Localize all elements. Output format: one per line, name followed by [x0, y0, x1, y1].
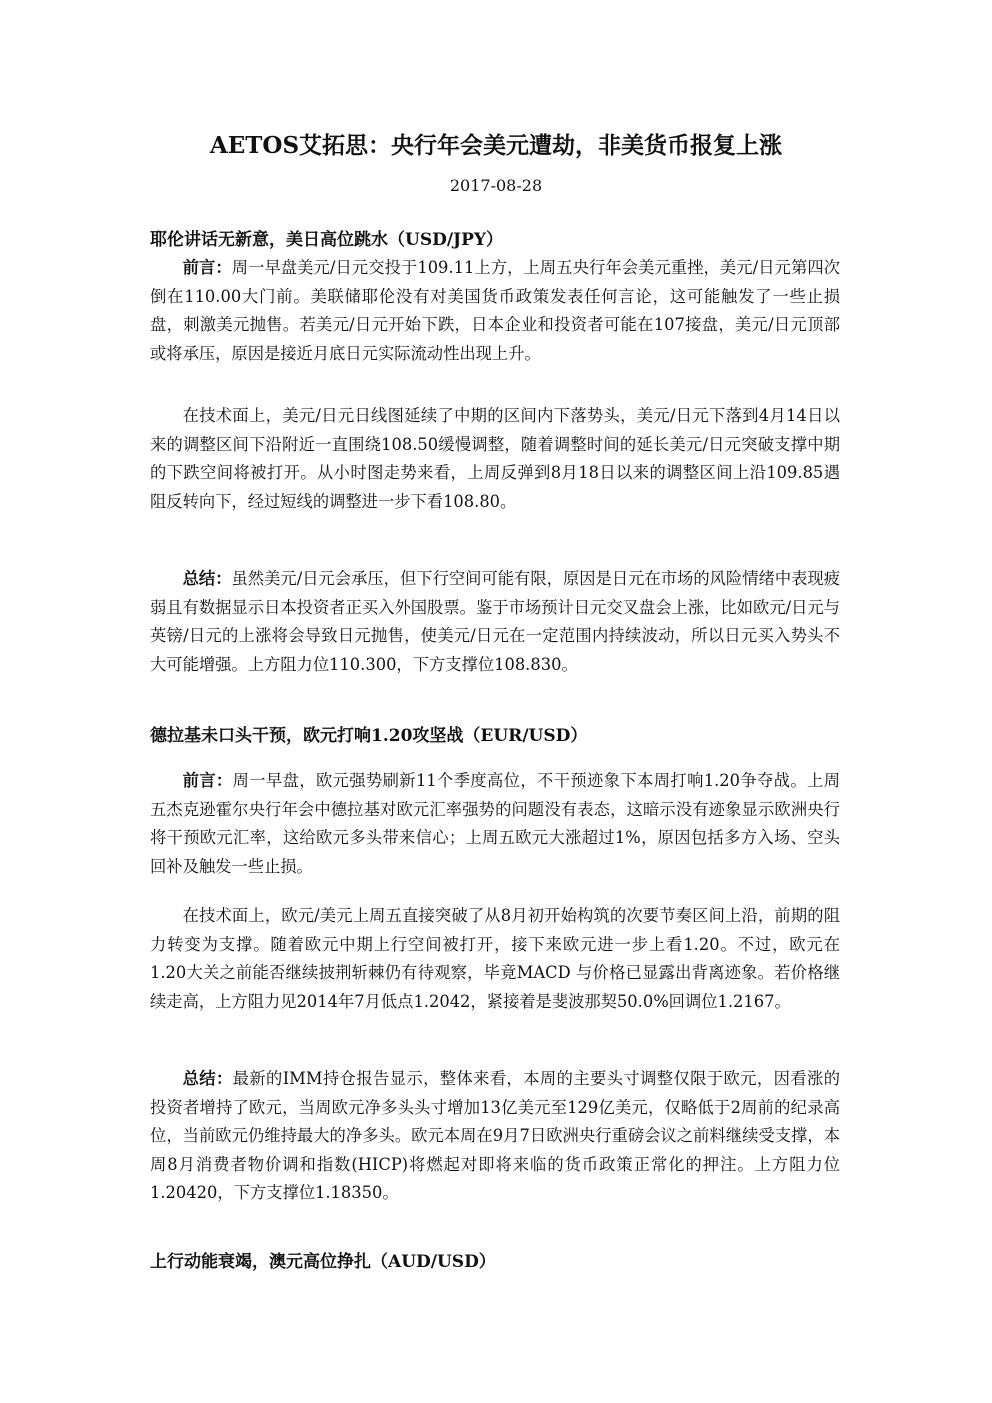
- section-heading-eurusd: 德拉基未口头干预，欧元打响1.20攻坚战（EUR/USD）: [150, 726, 588, 746]
- paragraph-usdjpy-technical: [150, 402, 840, 516]
- paragraph-eurusd-intro: [150, 767, 840, 881]
- paragraph-eurusd-summary: [150, 1065, 840, 1208]
- document-date: 2017-08-28: [449, 176, 543, 195]
- paragraph-text: 周一早盘美元/日元交投于109.11上方，上周五央行年会美元重挫，美元/日元第四次倒在110.00大门前。美联储耶伦没有对美国货币政策发表任何言论，这可能触发了一些止损盘，刺激美元抛售。若美元/日元开始下跌，日本企业和投资者可能在107接盘，美元/日元顶部或将承压，原因是接近月底日元实际流动性出现上升。: [150, 258, 840, 363]
- paragraph-text: 虽然美元/日元会承压，但下行空间可能有限，原因是日元在市场的风险情绪中表现疲弱且有数据显示日本投资者正买入外国股票。鉴于市场预计日元交叉盘会上涨，比如欧元/日元与英镑/日元的上涨将会导致日元抛售，使美元/日元在一定范围内持续波动，所以日元买入势头不大可能增强。上方阻力位110.300，下方支撑位108.830。: [150, 569, 840, 674]
- paragraph-lead-label: 前言：: [182, 258, 232, 277]
- section-heading-audusd: 上行动能衰竭，澳元高位挣扎（AUD/USD）: [150, 1252, 496, 1272]
- paragraph-lead-label: 总结：: [182, 1069, 233, 1088]
- paragraph-usdjpy-summary: [150, 565, 840, 679]
- paragraph-text: 周一早盘，欧元强势刷新11个季度高位，不干预迹象下本周打响1.20争夺战。上周五杰克逊霍尔央行年会中德拉基对欧元汇率强势的问题没有表态，这暗示没有迹象显示欧洲央行将干预欧元汇率，这给欧元多头带来信心；上周五欧元大涨超过1%，原因包括多方入场、空头回补及触发一些止损。: [150, 771, 840, 876]
- paragraph-lead-label: 前言：: [182, 771, 233, 790]
- paragraph-text: 在技术面上，欧元/美元上周五直接突破了从8月初开始构筑的次要节奏区间上沿，前期的阻力转变为支撑。随着欧元中期上行空间被打开，接下来欧元进一步上看1.20。不过，欧元在1.20大关之前能否继续披荆斩棘仍有待观察，毕竟MACD 与价格已显露出背离迹象。若价格继续走高，上方阻力见2014年7月低点1.2042，紧接着是斐波那契50.0%回调位1.2167。: [150, 906, 840, 1011]
- document-title: AETOS艾拓思：央行年会美元遭劫，非美货币报复上涨: [209, 132, 783, 159]
- paragraph-lead-label: 总结：: [182, 569, 232, 588]
- paragraph-usdjpy-intro: [150, 254, 840, 368]
- section-heading-usdjpy: 耶伦讲话无新意，美日高位跳水（USD/JPY）: [150, 230, 504, 250]
- paragraph-text: 在技术面上，美元/日元日线图延续了中期的区间内下落势头，美元/日元下落到4月14日以来的调整区间下沿附近一直围绕108.50缓慢调整，随着调整时间的延长美元/日元突破支撑中期的下跌空间将被打开。从小时图走势来看，上周反弹到8月18日以来的调整区间上沿109.85遇阻反转向下，经过短线的调整进一步下看108.80。: [150, 406, 840, 511]
- paragraph-text: 最新的IMM持仓报告显示，整体来看，本周的主要头寸调整仅限于欧元，因看涨的投资者增持了欧元，当周欧元净多头头寸增加13亿美元至129亿美元，仅略低于2周前的纪录高位，当前欧元仍维持最大的净多头。欧元本周在9月7日欧洲央行重磅会议之前料继续受支撑，本周8月消费者物价调和指数(HICP)将燃起对即将来临的货币政策正常化的押注。上方阻力位1.20420，下方支撑位1.18350。: [150, 1069, 840, 1203]
- paragraph-eurusd-technical: [150, 902, 840, 1016]
